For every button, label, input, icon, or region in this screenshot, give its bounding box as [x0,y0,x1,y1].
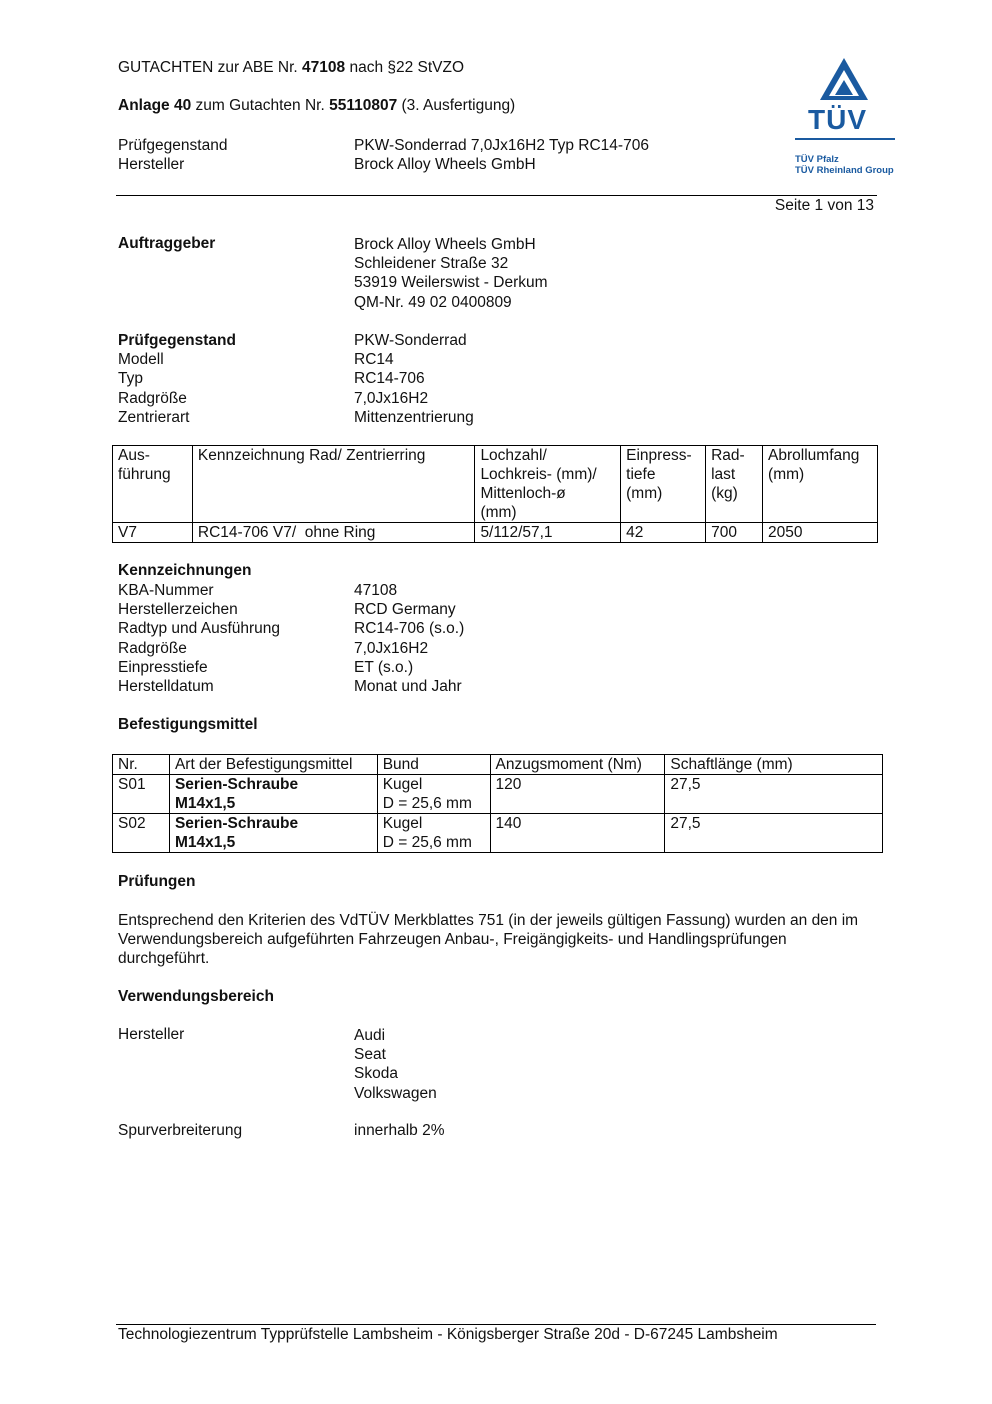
col-header-marking: Kennzeichnung Rad/ Zentrierring [192,446,475,523]
logo-sub1: TÜV Pfalz [795,154,839,165]
cell-offset: 42 [621,523,706,543]
cell-variant: V7 [113,523,193,543]
centering-label: Zentrierart [118,408,190,426]
subject-value: PKW-Sonderrad [354,332,467,349]
type-label: Typ [118,370,143,388]
centering-value: Mittenzentrierung [354,408,474,426]
table-row [113,775,883,814]
title-prefix: GUTACHTEN zur ABE Nr. [118,59,303,76]
list-item: Skoda [354,1065,398,1083]
marking-value-maker: RCD Germany [354,601,456,619]
col-header-collar: Bund [377,755,490,775]
marking-label-size: Radgröße [118,639,187,657]
subject-label: Prüfgegenstand [118,332,236,349]
table-row [113,523,878,543]
table-row [113,814,883,853]
col-header-shaft: Schaftlänge (mm) [665,755,883,775]
fasteners-table [112,754,883,853]
cell-nr: S01 [113,775,170,814]
wheel-table-header [113,446,878,523]
markings-title: Kennzeichnungen [118,562,252,579]
client-qm: QM-Nr. 49 02 0400809 [354,293,512,311]
size-value: 7,0Jx16H2 [354,389,429,407]
logo-text: TÜV [808,104,867,135]
cell-collar: Kugel D = 25,6 mm [377,814,490,853]
cell-fastener: Serien-Schraube M14x1,5 [169,814,377,853]
cell-load: 700 [706,523,763,543]
title-suffix: nach §22 StVZO [345,59,465,76]
annex-mid: zum Gutachten Nr. [191,97,330,114]
model-label: Modell [118,351,164,369]
marking-label-kba: KBA-Nummer [118,582,214,599]
cell-torque: 140 [490,814,665,853]
header-value-subject: PKW-Sonderrad 7,0Jx16H2 Typ RC14-706 [354,137,649,154]
header-label-subject: Prüfgegenstand [118,137,228,154]
abe-number: 47108 [302,59,346,76]
cell-torque: 120 [490,775,665,814]
marking-value-type: RC14-706 (s.o.) [354,620,465,638]
header-divider [116,195,877,196]
col-header-nr: Nr. [113,755,170,775]
cell-circumference: 2050 [763,523,878,543]
cell-shaft: 27,5 [665,814,883,853]
markings-labels [118,581,280,696]
annex-suffix: (3. Ausfertigung) [397,97,516,114]
fasteners-table-header [113,755,883,775]
subject-values [354,331,474,427]
client-address [354,235,548,312]
header-value-manufacturer: Brock Alloy Wheels GmbH [354,156,536,174]
wheel-table [112,445,878,543]
fasteners-title: Befestigungsmittel [118,716,258,733]
header-labels [118,136,227,174]
track-widening-label: Spurverbreiterung [118,1122,243,1139]
track-widening-value: innerhalb 2% [354,1122,445,1139]
cell-marking: RC14-706 V7/ ohne Ring [192,523,475,543]
marking-label-maker: Herstellerzeichen [118,601,238,619]
subject-labels [118,331,236,427]
markings-values [354,581,464,696]
col-header-bolt-pattern: Lochzahl/ Lochkreis- (mm)/ Mittenloch-ø (mm) [475,446,621,523]
list-item: Volkswagen [354,1084,437,1102]
size-label: Radgröße [118,389,187,407]
list-item: Audi [354,1027,386,1044]
annex-label: Anlage 40 [118,97,192,114]
client-city: 53919 Weilerswist - Derkum [354,274,548,292]
report-title [118,59,464,77]
model-value: RC14 [354,351,394,369]
marking-value-size: 7,0Jx16H2 [354,639,429,657]
cell-nr: S02 [113,814,170,853]
header-label-manufacturer: Hersteller [118,156,185,174]
marking-value-offset: ET (s.o.) [354,658,414,676]
client-label: Auftraggeber [118,235,216,252]
col-header-load: Rad- last (kg) [706,446,763,523]
client-street: Schleidener Straße 32 [354,255,509,273]
marking-value-date: Monat und Jahr [354,677,462,695]
col-header-variant: Aus- führung [113,446,193,523]
marking-value-kba: 47108 [354,582,398,599]
footer-divider [116,1324,876,1325]
tests-paragraph: Entsprechend den Kriterien des VdTÜV Merkblattes 751 (in der jeweils gültigen Fassung) wurden an den im Verwendungsbereich aufgeführten Fahrzeugen Anbau-, Freigängigkeits- und Handlingsprüfungen durchgeführt. [118,912,859,968]
marking-label-date: Herstelldatum [118,677,214,695]
annex-line [118,97,515,115]
page-number: Seite 1 von 13 [774,197,874,214]
scope-title: Verwendungsbereich [118,988,274,1005]
col-header-torque: Anzugsmoment (Nm) [490,755,665,775]
scope-manufacturer-label: Hersteller [118,1026,185,1043]
scope-manufacturers [354,1026,437,1103]
tests-title: Prüfungen [118,873,196,890]
marking-label-offset: Einpresstiefe [118,658,208,676]
cell-shaft: 27,5 [665,775,883,814]
col-header-offset: Einpress- tiefe (mm) [621,446,706,523]
cell-collar: Kugel D = 25,6 mm [377,775,490,814]
marking-label-type: Radtyp und Ausführung [118,620,281,638]
cell-bolt-pattern: 5/112/57,1 [475,523,621,543]
type-value: RC14-706 [354,370,425,388]
cell-fastener: Serien-Schraube M14x1,5 [169,775,377,814]
footer-address: Technologiezentrum Typprüfstelle Lambsheim - Königsberger Straße 20d - D-67245 Lambsheim [118,1326,778,1343]
client-name: Brock Alloy Wheels GmbH [354,236,536,253]
report-number: 55110807 [329,97,398,114]
col-header-circumference: Abrollumfang (mm) [763,446,878,523]
col-header-type: Art der Befestigungsmittel [169,755,377,775]
tuv-logo [792,56,897,178]
logo-sub2: TÜV Rheinland Group [795,165,894,176]
header-values [354,136,649,174]
list-item: Seat [354,1046,386,1064]
